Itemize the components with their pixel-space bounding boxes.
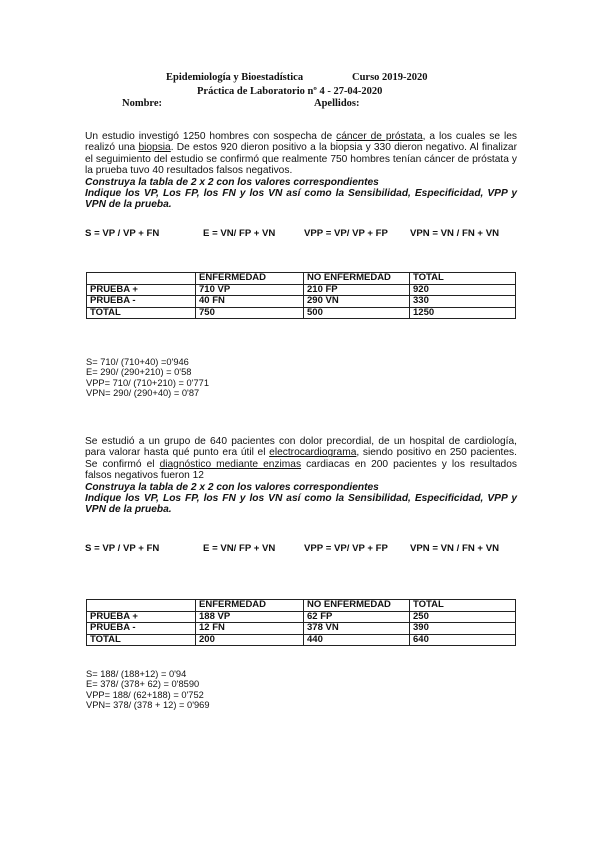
problem-2-calculations — [86, 669, 210, 711]
table-cell: PRUEBA + — [87, 284, 196, 296]
table-cell: TOTAL — [87, 307, 196, 319]
sensitivity-formula: S = VP / VP + FN — [85, 543, 160, 554]
table-cell — [87, 600, 196, 612]
table-cell: 40 FN — [196, 296, 304, 308]
table-cell: 210 FP — [304, 284, 410, 296]
table-cell: 378 VN — [304, 623, 410, 635]
table-header: TOTAL — [410, 600, 516, 612]
problem-1-text-c: . De estos 920 dieron positivo a la biopsia y 330 dieron negativo. Al finalizar el seguimiento del estudio se confirmó que realmente 750 hombres tenían cáncer de próstata y la prueba tuvo 40 resultados falsos negativos. — [85, 142, 517, 177]
contingency-table-1 — [86, 272, 516, 319]
problem-1-statement — [85, 131, 517, 211]
npv-formula: VPN = VN / FN + VN — [410, 543, 500, 554]
table-row — [87, 623, 516, 635]
table-cell: 62 FP — [304, 611, 410, 623]
table-cell: 290 VN — [304, 296, 410, 308]
problem-2-statement — [85, 436, 517, 516]
ppv-result: VPP= 188/ (62+188) = 0'752 — [86, 689, 204, 700]
course-label: Curso 2019-2020 — [352, 72, 428, 83]
table-cell: 200 — [196, 634, 304, 646]
table-cell: 250 — [410, 611, 516, 623]
sensitivity-formula: S = VP / VP + FN — [85, 228, 160, 239]
ppv-result: VPP= 710/ (710+210) = 0'771 — [86, 377, 209, 388]
table-cell: 640 — [410, 634, 516, 646]
table-cell: 500 — [304, 307, 410, 319]
problem-2-text-b: , siendo positivo en 250 pacientes. Se confirmó el — [85, 447, 517, 470]
table-cell: 440 — [304, 634, 410, 646]
table-header-row — [87, 600, 516, 612]
sensitivity-result: S= 710/ (710+40) =0'946 — [86, 357, 189, 367]
problem-1-text-a: Un estudio investigó 1250 hombres con sospecha de — [85, 131, 337, 142]
table-header: TOTAL — [410, 273, 516, 285]
npv-formula: VPN = VN / FN + VN — [410, 228, 500, 239]
npv-result: VPN= 378/ (378 + 12) = 0'969 — [86, 700, 210, 711]
table-header: ENFERMEDAD — [196, 273, 304, 285]
table-cell: 330 — [410, 296, 516, 308]
specificity-result: E= 290/ (290+210) = 0'58 — [86, 367, 192, 378]
ppv-formula: VPP = VP/ VP + FP — [304, 543, 388, 554]
problem-1-calculations — [86, 357, 209, 399]
problem-2-text-c: cardiacas en 200 pacientes y los resultados falsos negativos fueron 12 — [85, 458, 517, 482]
table-header: NO ENFERMEDAD — [304, 600, 410, 612]
surname-label: Apellidos: — [314, 98, 360, 109]
table-row — [87, 634, 516, 646]
practice-title: Práctica de Laboratorio nº 4 - 27-04-2020 — [197, 86, 383, 97]
problem-2-link-ecg[interactable]: electrocardiograma — [269, 447, 357, 459]
table-row — [87, 284, 516, 296]
specificity-formula: E = VN/ FP + VN — [203, 228, 276, 239]
table-header: ENFERMEDAD — [196, 600, 304, 612]
table-cell: PRUEBA - — [87, 296, 196, 308]
contingency-table-2 — [86, 599, 516, 646]
table-cell: 12 FN — [196, 623, 304, 635]
table-cell: 188 VP — [196, 611, 304, 623]
table-cell: 390 — [410, 623, 516, 635]
subject-title: Epidemiología y Bioestadística — [166, 72, 304, 83]
problem-2-task-2: Indique los VP, Los FP, los FN y los VN así como la Sensibilidad, Especificidad, VPP y VPN de la prueba. — [85, 493, 517, 516]
table-cell: PRUEBA - — [87, 623, 196, 635]
problem-1-task-1: Construya la tabla de 2 x 2 con los valores correspondientes — [85, 176, 379, 188]
table-row — [87, 611, 516, 623]
problem-1-link-biopsy[interactable]: biopsia — [138, 142, 171, 154]
specificity-formula: E = VN/ FP + VN — [203, 543, 276, 554]
table-cell: 920 — [410, 284, 516, 296]
problem-2-task-1: Construya la tabla de 2 x 2 con los valores correspondientes — [85, 481, 379, 493]
table-row — [87, 307, 516, 319]
ppv-formula: VPP = VP/ VP + FP — [304, 228, 388, 239]
problem-1-text-b: , a los cuales se les realizó una — [85, 131, 517, 154]
table-cell — [87, 273, 196, 285]
sensitivity-result: S= 188/ (188+12) = 0'94 — [86, 669, 187, 679]
problem-2-text-a: Se estudió a un grupo de 640 pacientes con dolor precordial, de un hospital de cardiología, para valorar hasta qué punto era útil el — [85, 436, 517, 459]
table-header: NO ENFERMEDAD — [304, 273, 410, 285]
name-label: Nombre: — [122, 98, 163, 109]
problem-2-link-enzymes[interactable]: diagnóstico mediante enzimas — [159, 458, 302, 470]
specificity-result: E= 378/ (378+ 62) = 0'8590 — [86, 679, 200, 690]
table-cell: 710 VP — [196, 284, 304, 296]
table-cell: PRUEBA + — [87, 611, 196, 623]
table-row — [87, 296, 516, 308]
problem-1-link-prostate-cancer[interactable]: cáncer de próstata — [336, 131, 423, 142]
table-cell: 1250 — [410, 307, 516, 319]
table-cell: 750 — [196, 307, 304, 319]
problem-1-task-2: Indique los VP, Los FP, los FN y los VN así como la Sensibilidad, Especificidad, VPP y VPN de la prueba. — [85, 188, 517, 211]
npv-result: VPN= 290/ (290+40) = 0'87 — [86, 388, 200, 399]
table-cell: TOTAL — [87, 634, 196, 646]
table-header-row — [87, 273, 516, 285]
